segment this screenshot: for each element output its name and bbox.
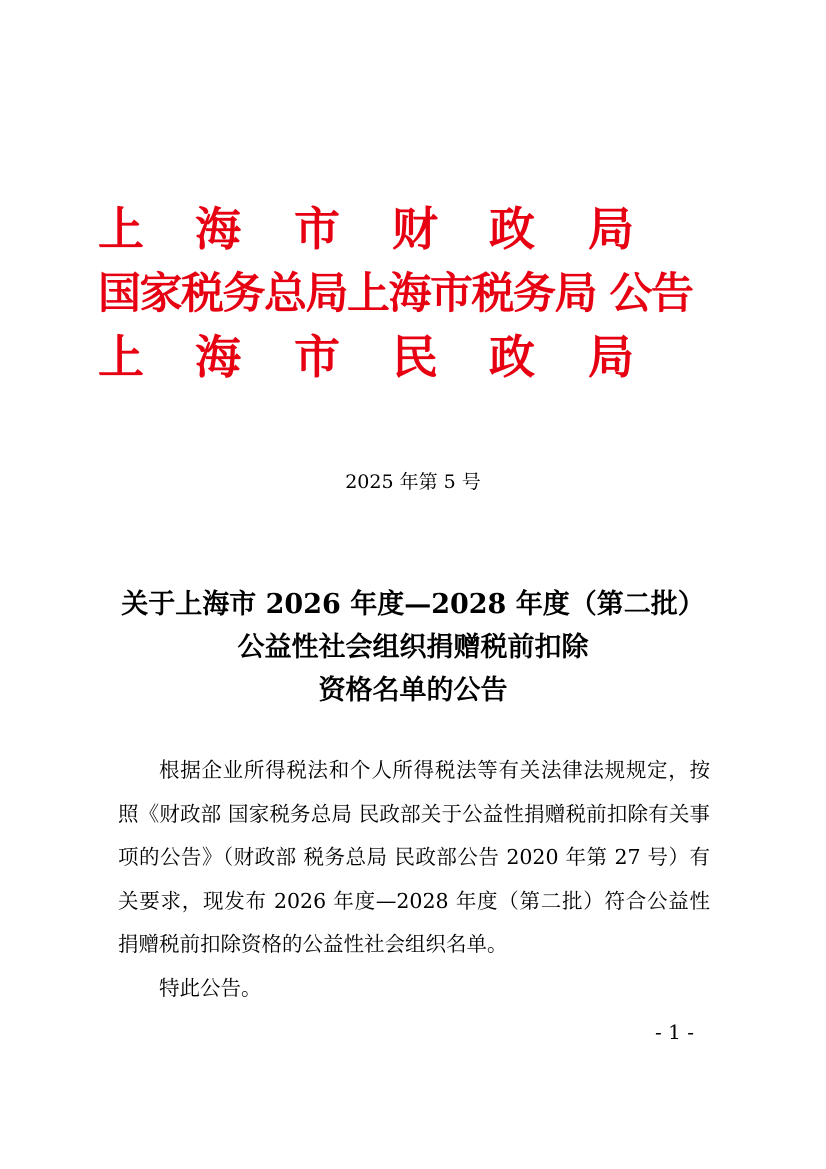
body-closing: 特此公告。 bbox=[159, 975, 262, 1000]
agency-char: 民 bbox=[392, 330, 438, 384]
document-body bbox=[118, 749, 710, 1010]
agency-char: 上 bbox=[98, 202, 144, 256]
document-title-line: 资格名单的公告 bbox=[318, 675, 508, 706]
agency-line-finance-bureau bbox=[98, 197, 638, 261]
agency-char: 市 bbox=[294, 330, 340, 384]
agency-char: 财 bbox=[392, 202, 438, 256]
agency-line-civil-affairs-bureau bbox=[98, 325, 638, 389]
document-title-line: 关于上海市 2026 年度—2028 年度（第二批） bbox=[121, 589, 705, 620]
agency-char: 市 bbox=[294, 202, 340, 256]
body-paragraph: 根据企业所得税法和个人所得税法等有关法律法规规定，按照《财政部 国家税务总局 民政部关于公益性捐赠税前扣除有关事项的公告》（财政部 税务总局 民政部公告 2020 年第 27 号）有关要求，现发布 2026 年度—2028 年度（第二批）符合公益性捐赠税前扣除资格的公益性社会组织名单。 bbox=[118, 758, 710, 956]
agency-char: 局 bbox=[588, 330, 634, 384]
agency-char: 海 bbox=[195, 330, 241, 384]
agency-char: 海 bbox=[195, 202, 241, 256]
page-number: - 1 - bbox=[655, 1020, 694, 1044]
agency-char: 局 bbox=[588, 202, 634, 256]
agency-char: 上 bbox=[98, 330, 144, 384]
agency-line-tax-bureau: 国家税务总局上海市税务局 公告 bbox=[98, 269, 693, 319]
document-title bbox=[0, 583, 826, 712]
document-title-line: 公益性社会组织捐赠税前扣除 bbox=[237, 632, 589, 663]
agency-char: 政 bbox=[489, 202, 535, 256]
agency-char: 政 bbox=[489, 330, 535, 384]
document-number: 2025 年第 5 号 bbox=[345, 471, 481, 493]
